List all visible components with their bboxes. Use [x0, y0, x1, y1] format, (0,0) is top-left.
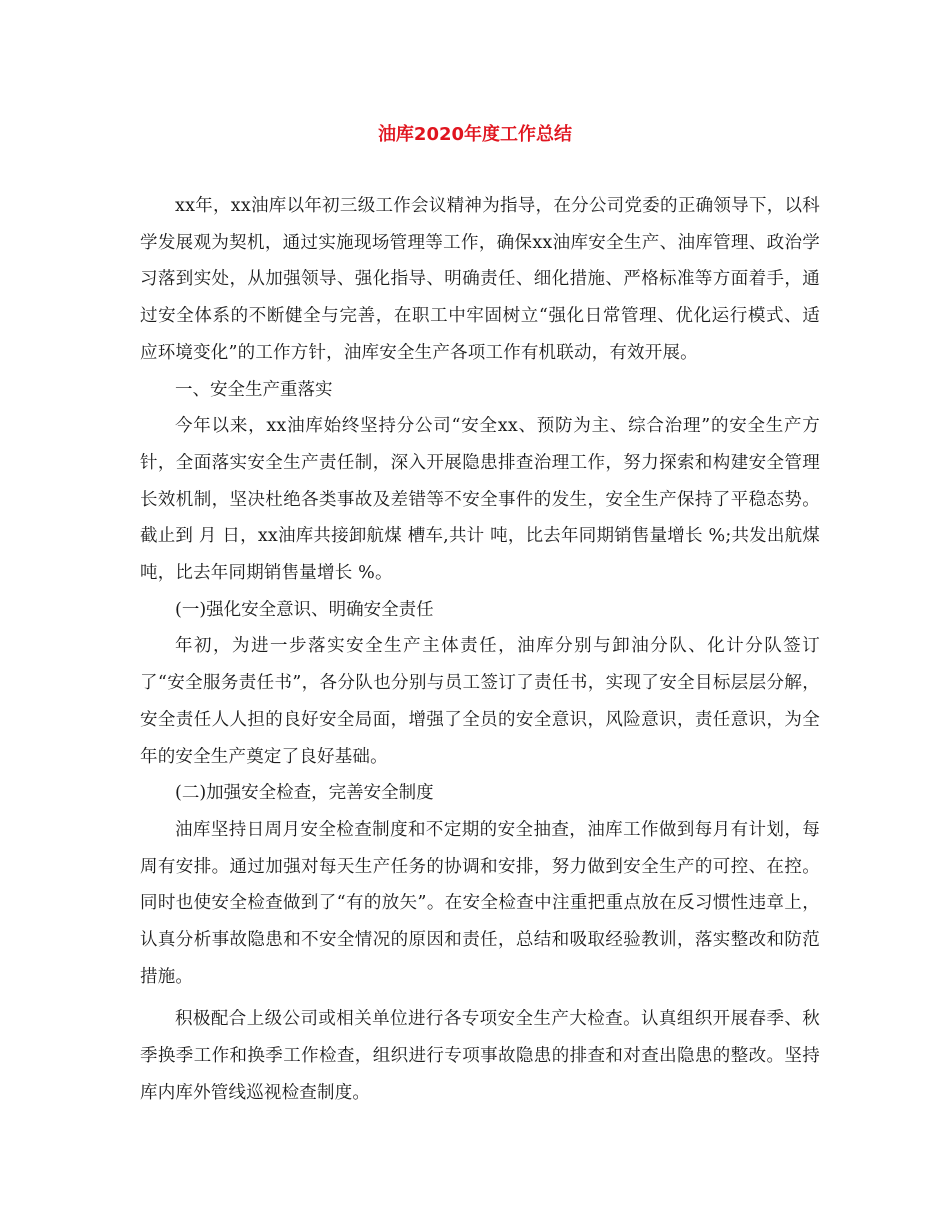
intro-paragraph: xx年，xx油库以年初三级工作会议精神为指导，在分公司党委的正确领导下，以科学发展观为契机，通过实施现场管理等工作，确保xx油库安全生产、油库管理、政治学习落到实处，从加强领导、强化指导、明确责任、细化措施、严格标准等方面着手，通过安全体系的不断健全与完善，在职工中牢固树立“强化日常管理、优化运行模式、适应环境变化”的工作方针，油库安全生产各项工作有机联动，有效开展。	[140, 196, 820, 363]
section-heading-safety: 一、安全生产重落实	[175, 379, 333, 400]
subsection-heading-awareness: (一)强化安全意识、明确安全责任	[175, 599, 434, 620]
safety-overview-paragraph: 今年以来，xx油库始终坚持分公司“安全xx、预防为主、综合治理”的安全生产方针，全面落实安全生产责任制，深入开展隐患排查治理工作，努力探索和构建安全管理长效机制，坚决杜绝各类事故及差错等不安全事件的发生，安全生产保持了平稳态势。截止到 月 日，xx油库共接卸航煤 槽车,共计 吨，比去年同期销售量增长 %;共发出航煤吨，比去年同期销售量增长 %。	[140, 416, 820, 584]
document-body	[140, 188, 820, 1112]
subsection-heading-inspection: (二)加强安全检查，完善安全制度	[175, 783, 434, 804]
awareness-paragraph: 年初，为进一步落实安全生产主体责任，油库分别与卸油分队、化计分队签订了“安全服务责任书”，各分队也分别与员工签订了责任书，实现了安全目标层层分解，安全责任人人担的良好安全局面，增强了全员的安全意识，风险意识，责任意识，为全年的安全生产奠定了良好基础。	[140, 636, 820, 767]
special-inspection-paragraph: 积极配合上级公司或相关单位进行各专项安全生产大检查。认真组织开展春季、秋季换季工作和换季工作检查，组织进行专项事故隐患的排查和对查出隐患的整改。坚持库内库外管线巡视检查制度。	[140, 1009, 820, 1103]
document-title: 油库2020年度工作总结	[377, 124, 573, 145]
inspection-paragraph: 油库坚持日周月安全检查制度和不定期的安全抽查，油库工作做到每月有计划，每周有安排。通过加强对每天生产任务的协调和安排，努力做到安全生产的可控、在控。同时也使安全检查做到了“有的放矢”。在安全检查中注重把重点放在反习惯性违章上，认真分析事故隐患和不安全情况的原因和责任，总结和吸取经验教训，落实整改和防范措施。	[140, 819, 820, 987]
